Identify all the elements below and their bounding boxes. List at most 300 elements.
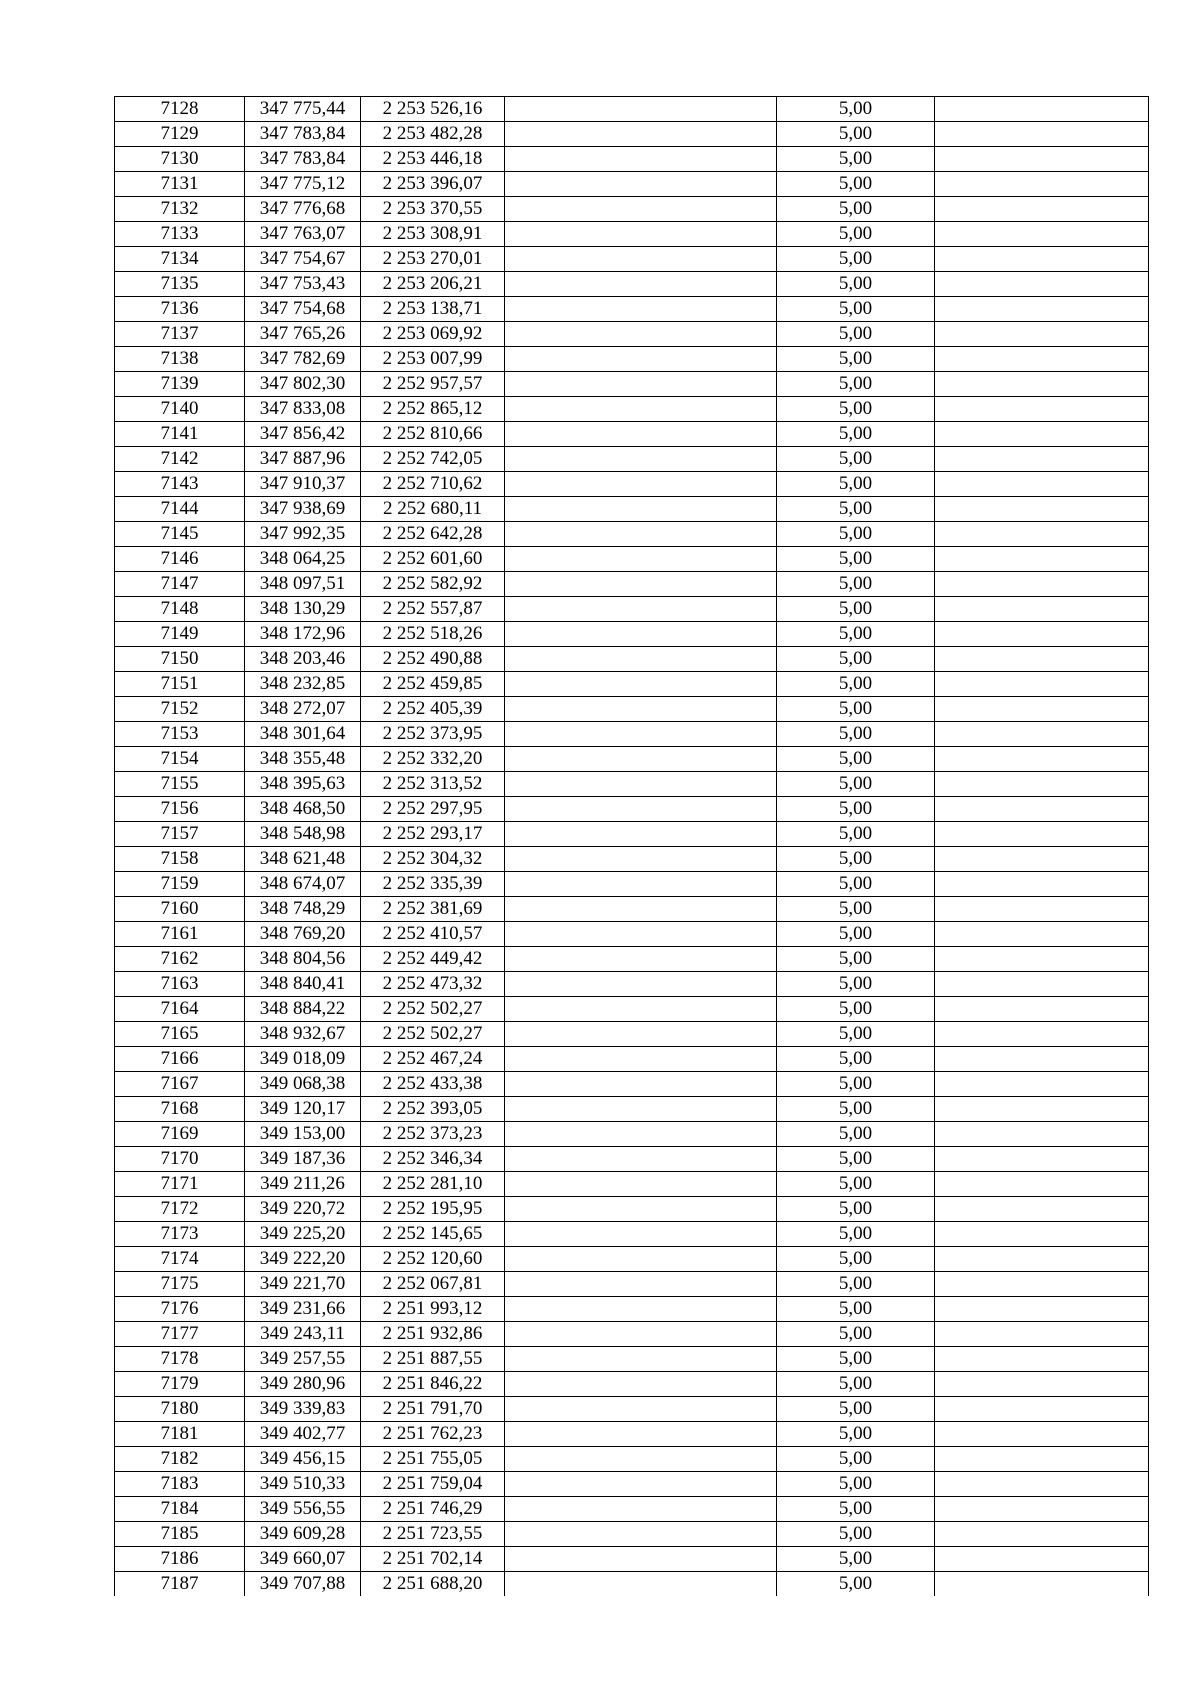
note-cell: [935, 1422, 1149, 1447]
value-cell: 5,00: [777, 1522, 935, 1547]
point-number-cell: 7153: [115, 722, 245, 747]
table-row: [115, 772, 1149, 797]
y-coordinate-cell: 2 252 145,65: [361, 1222, 505, 1247]
note-cell: [935, 1022, 1149, 1047]
y-coordinate-cell: 2 252 433,38: [361, 1072, 505, 1097]
value-cell: 5,00: [777, 1197, 935, 1222]
note-cell: [935, 372, 1149, 397]
point-number-cell: 7159: [115, 872, 245, 897]
y-coordinate-cell: 2 252 304,32: [361, 847, 505, 872]
y-coordinate-cell: 2 251 759,04: [361, 1472, 505, 1497]
table-row: [115, 1472, 1149, 1497]
empty-cell: [505, 472, 777, 497]
empty-cell: [505, 872, 777, 897]
table-row: [115, 1047, 1149, 1072]
y-coordinate-cell: 2 251 791,70: [361, 1397, 505, 1422]
value-cell: 5,00: [777, 772, 935, 797]
note-cell: [935, 1047, 1149, 1072]
y-coordinate-cell: 2 252 810,66: [361, 422, 505, 447]
point-number-cell: 7139: [115, 372, 245, 397]
value-cell: 5,00: [777, 147, 935, 172]
table-row: [115, 672, 1149, 697]
x-coordinate-cell: 349 707,88: [245, 1572, 361, 1597]
empty-cell: [505, 1297, 777, 1322]
table-row: [115, 422, 1149, 447]
table-row: [115, 647, 1149, 672]
note-cell: [935, 572, 1149, 597]
table-row: [115, 522, 1149, 547]
table-row: [115, 1347, 1149, 1372]
value-cell: 5,00: [777, 1322, 935, 1347]
x-coordinate-cell: 349 225,20: [245, 1222, 361, 1247]
value-cell: 5,00: [777, 1272, 935, 1297]
note-cell: [935, 1272, 1149, 1297]
empty-cell: [505, 547, 777, 572]
empty-cell: [505, 1472, 777, 1497]
point-number-cell: 7156: [115, 797, 245, 822]
value-cell: 5,00: [777, 422, 935, 447]
point-number-cell: 7184: [115, 1497, 245, 1522]
y-coordinate-cell: 2 252 490,88: [361, 647, 505, 672]
empty-cell: [505, 447, 777, 472]
table-row: [115, 497, 1149, 522]
value-cell: 5,00: [777, 472, 935, 497]
x-coordinate-cell: 348 748,29: [245, 897, 361, 922]
empty-cell: [505, 1522, 777, 1547]
y-coordinate-cell: 2 252 710,62: [361, 472, 505, 497]
x-coordinate-cell: 348 621,48: [245, 847, 361, 872]
coordinates-table: [114, 96, 1149, 1596]
value-cell: 5,00: [777, 697, 935, 722]
table-row: [115, 1447, 1149, 1472]
value-cell: 5,00: [777, 647, 935, 672]
y-coordinate-cell: 2 253 396,07: [361, 172, 505, 197]
empty-cell: [505, 1397, 777, 1422]
point-number-cell: 7186: [115, 1547, 245, 1572]
note-cell: [935, 447, 1149, 472]
y-coordinate-cell: 2 252 281,10: [361, 1172, 505, 1197]
empty-cell: [505, 947, 777, 972]
empty-cell: [505, 147, 777, 172]
note-cell: [935, 1172, 1149, 1197]
point-number-cell: 7142: [115, 447, 245, 472]
y-coordinate-cell: 2 252 680,11: [361, 497, 505, 522]
empty-cell: [505, 622, 777, 647]
y-coordinate-cell: 2 253 370,55: [361, 197, 505, 222]
y-coordinate-cell: 2 252 467,24: [361, 1047, 505, 1072]
y-coordinate-cell: 2 252 067,81: [361, 1272, 505, 1297]
point-number-cell: 7166: [115, 1047, 245, 1072]
table-row: [115, 347, 1149, 372]
value-cell: 5,00: [777, 747, 935, 772]
x-coordinate-cell: 347 782,69: [245, 347, 361, 372]
value-cell: 5,00: [777, 1547, 935, 1572]
table-row: [115, 1547, 1149, 1572]
x-coordinate-cell: 347 938,69: [245, 497, 361, 522]
point-number-cell: 7144: [115, 497, 245, 522]
x-coordinate-cell: 347 763,07: [245, 222, 361, 247]
point-number-cell: 7138: [115, 347, 245, 372]
note-cell: [935, 872, 1149, 897]
table-row: [115, 197, 1149, 222]
point-number-cell: 7176: [115, 1297, 245, 1322]
empty-cell: [505, 1372, 777, 1397]
empty-cell: [505, 747, 777, 772]
x-coordinate-cell: 348 272,07: [245, 697, 361, 722]
table-row: [115, 697, 1149, 722]
y-coordinate-cell: 2 252 473,32: [361, 972, 505, 997]
note-cell: [935, 622, 1149, 647]
x-coordinate-cell: 349 402,77: [245, 1422, 361, 1447]
value-cell: 5,00: [777, 547, 935, 572]
value-cell: 5,00: [777, 297, 935, 322]
x-coordinate-cell: 349 510,33: [245, 1472, 361, 1497]
table-row: [115, 97, 1149, 122]
point-number-cell: 7143: [115, 472, 245, 497]
x-coordinate-cell: 348 097,51: [245, 572, 361, 597]
x-coordinate-cell: 348 064,25: [245, 547, 361, 572]
y-coordinate-cell: 2 252 297,95: [361, 797, 505, 822]
y-coordinate-cell: 2 252 332,20: [361, 747, 505, 772]
point-number-cell: 7174: [115, 1247, 245, 1272]
table-row: [115, 172, 1149, 197]
y-coordinate-cell: 2 251 932,86: [361, 1322, 505, 1347]
empty-cell: [505, 1322, 777, 1347]
y-coordinate-cell: 2 252 335,39: [361, 872, 505, 897]
note-cell: [935, 922, 1149, 947]
table-row: [115, 797, 1149, 822]
table-row: [115, 1097, 1149, 1122]
note-cell: [935, 647, 1149, 672]
value-cell: 5,00: [777, 822, 935, 847]
x-coordinate-cell: 347 783,84: [245, 147, 361, 172]
x-coordinate-cell: 348 932,67: [245, 1022, 361, 1047]
table-row: [115, 1372, 1149, 1397]
y-coordinate-cell: 2 252 742,05: [361, 447, 505, 472]
y-coordinate-cell: 2 252 410,57: [361, 922, 505, 947]
point-number-cell: 7173: [115, 1222, 245, 1247]
value-cell: 5,00: [777, 1222, 935, 1247]
point-number-cell: 7152: [115, 697, 245, 722]
value-cell: 5,00: [777, 1072, 935, 1097]
x-coordinate-cell: 349 243,11: [245, 1322, 361, 1347]
empty-cell: [505, 1197, 777, 1222]
y-coordinate-cell: 2 252 557,87: [361, 597, 505, 622]
empty-cell: [505, 122, 777, 147]
x-coordinate-cell: 349 153,00: [245, 1122, 361, 1147]
point-number-cell: 7136: [115, 297, 245, 322]
note-cell: [935, 472, 1149, 497]
y-coordinate-cell: 2 253 138,71: [361, 297, 505, 322]
value-cell: 5,00: [777, 1097, 935, 1122]
y-coordinate-cell: 2 253 007,99: [361, 347, 505, 372]
y-coordinate-cell: 2 252 642,28: [361, 522, 505, 547]
table-row: [115, 572, 1149, 597]
note-cell: [935, 1372, 1149, 1397]
empty-cell: [505, 1072, 777, 1097]
note-cell: [935, 1147, 1149, 1172]
value-cell: 5,00: [777, 97, 935, 122]
x-coordinate-cell: 348 355,48: [245, 747, 361, 772]
table-row: [115, 1297, 1149, 1322]
x-coordinate-cell: 348 301,64: [245, 722, 361, 747]
table-row: [115, 897, 1149, 922]
value-cell: 5,00: [777, 872, 935, 897]
empty-cell: [505, 597, 777, 622]
value-cell: 5,00: [777, 522, 935, 547]
table-row: [115, 297, 1149, 322]
note-cell: [935, 297, 1149, 322]
x-coordinate-cell: 349 280,96: [245, 1372, 361, 1397]
x-coordinate-cell: 347 775,44: [245, 97, 361, 122]
value-cell: 5,00: [777, 222, 935, 247]
point-number-cell: 7182: [115, 1447, 245, 1472]
empty-cell: [505, 197, 777, 222]
value-cell: 5,00: [777, 372, 935, 397]
value-cell: 5,00: [777, 1572, 935, 1597]
value-cell: 5,00: [777, 1247, 935, 1272]
value-cell: 5,00: [777, 722, 935, 747]
x-coordinate-cell: 349 211,26: [245, 1172, 361, 1197]
note-cell: [935, 347, 1149, 372]
empty-cell: [505, 1447, 777, 1472]
x-coordinate-cell: 347 776,68: [245, 197, 361, 222]
table-body: [115, 97, 1149, 1597]
point-number-cell: 7149: [115, 622, 245, 647]
x-coordinate-cell: 349 120,17: [245, 1097, 361, 1122]
empty-cell: [505, 1422, 777, 1447]
note-cell: [935, 997, 1149, 1022]
y-coordinate-cell: 2 251 993,12: [361, 1297, 505, 1322]
y-coordinate-cell: 2 252 346,34: [361, 1147, 505, 1172]
table-row: [115, 722, 1149, 747]
x-coordinate-cell: 348 804,56: [245, 947, 361, 972]
point-number-cell: 7145: [115, 522, 245, 547]
point-number-cell: 7168: [115, 1097, 245, 1122]
table-row: [115, 447, 1149, 472]
note-cell: [935, 147, 1149, 172]
note-cell: [935, 1522, 1149, 1547]
note-cell: [935, 1197, 1149, 1222]
note-cell: [935, 322, 1149, 347]
point-number-cell: 7164: [115, 997, 245, 1022]
empty-cell: [505, 847, 777, 872]
note-cell: [935, 697, 1149, 722]
point-number-cell: 7161: [115, 922, 245, 947]
value-cell: 5,00: [777, 1447, 935, 1472]
y-coordinate-cell: 2 252 373,95: [361, 722, 505, 747]
value-cell: 5,00: [777, 272, 935, 297]
note-cell: [935, 1122, 1149, 1147]
value-cell: 5,00: [777, 1397, 935, 1422]
value-cell: 5,00: [777, 397, 935, 422]
note-cell: [935, 422, 1149, 447]
empty-cell: [505, 972, 777, 997]
point-number-cell: 7160: [115, 897, 245, 922]
note-cell: [935, 847, 1149, 872]
y-coordinate-cell: 2 252 393,05: [361, 1097, 505, 1122]
x-coordinate-cell: 348 674,07: [245, 872, 361, 897]
empty-cell: [505, 1272, 777, 1297]
y-coordinate-cell: 2 251 846,22: [361, 1372, 505, 1397]
empty-cell: [505, 772, 777, 797]
y-coordinate-cell: 2 253 069,92: [361, 322, 505, 347]
table-row: [115, 547, 1149, 572]
value-cell: 5,00: [777, 1497, 935, 1522]
y-coordinate-cell: 2 252 405,39: [361, 697, 505, 722]
empty-cell: [505, 1347, 777, 1372]
table-row: [115, 147, 1149, 172]
table-row: [115, 1122, 1149, 1147]
y-coordinate-cell: 2 253 308,91: [361, 222, 505, 247]
empty-cell: [505, 647, 777, 672]
table-row: [115, 122, 1149, 147]
note-cell: [935, 497, 1149, 522]
point-number-cell: 7162: [115, 947, 245, 972]
x-coordinate-cell: 349 221,70: [245, 1272, 361, 1297]
y-coordinate-cell: 2 251 746,29: [361, 1497, 505, 1522]
note-cell: [935, 1072, 1149, 1097]
note-cell: [935, 247, 1149, 272]
y-coordinate-cell: 2 251 688,20: [361, 1572, 505, 1597]
y-coordinate-cell: 2 252 293,17: [361, 822, 505, 847]
x-coordinate-cell: 347 910,37: [245, 472, 361, 497]
table-row: [115, 922, 1149, 947]
value-cell: 5,00: [777, 347, 935, 372]
x-coordinate-cell: 349 609,28: [245, 1522, 361, 1547]
empty-cell: [505, 97, 777, 122]
y-coordinate-cell: 2 252 865,12: [361, 397, 505, 422]
value-cell: 5,00: [777, 1022, 935, 1047]
table-row: [115, 1197, 1149, 1222]
point-number-cell: 7134: [115, 247, 245, 272]
x-coordinate-cell: 348 548,98: [245, 822, 361, 847]
note-cell: [935, 1247, 1149, 1272]
note-cell: [935, 722, 1149, 747]
value-cell: 5,00: [777, 1347, 935, 1372]
point-number-cell: 7140: [115, 397, 245, 422]
table-row: [115, 1397, 1149, 1422]
x-coordinate-cell: 349 231,66: [245, 1297, 361, 1322]
empty-cell: [505, 697, 777, 722]
empty-cell: [505, 572, 777, 597]
table-row: [115, 1172, 1149, 1197]
point-number-cell: 7165: [115, 1022, 245, 1047]
x-coordinate-cell: 348 172,96: [245, 622, 361, 647]
empty-cell: [505, 247, 777, 272]
table-row: [115, 622, 1149, 647]
y-coordinate-cell: 2 253 482,28: [361, 122, 505, 147]
point-number-cell: 7179: [115, 1372, 245, 1397]
point-number-cell: 7146: [115, 547, 245, 572]
value-cell: 5,00: [777, 847, 935, 872]
y-coordinate-cell: 2 251 762,23: [361, 1422, 505, 1447]
x-coordinate-cell: 349 339,83: [245, 1397, 361, 1422]
note-cell: [935, 1097, 1149, 1122]
empty-cell: [505, 1172, 777, 1197]
y-coordinate-cell: 2 252 195,95: [361, 1197, 505, 1222]
x-coordinate-cell: 348 130,29: [245, 597, 361, 622]
empty-cell: [505, 1022, 777, 1047]
y-coordinate-cell: 2 253 270,01: [361, 247, 505, 272]
x-coordinate-cell: 347 833,08: [245, 397, 361, 422]
y-coordinate-cell: 2 253 526,16: [361, 97, 505, 122]
table-row: [115, 372, 1149, 397]
empty-cell: [505, 797, 777, 822]
empty-cell: [505, 922, 777, 947]
note-cell: [935, 797, 1149, 822]
table-row: [115, 1222, 1149, 1247]
note-cell: [935, 1322, 1149, 1347]
y-coordinate-cell: 2 252 120,60: [361, 1247, 505, 1272]
x-coordinate-cell: 348 840,41: [245, 972, 361, 997]
value-cell: 5,00: [777, 447, 935, 472]
x-coordinate-cell: 347 856,42: [245, 422, 361, 447]
note-cell: [935, 597, 1149, 622]
x-coordinate-cell: 349 187,36: [245, 1147, 361, 1172]
x-coordinate-cell: 348 769,20: [245, 922, 361, 947]
note-cell: [935, 1397, 1149, 1422]
point-number-cell: 7180: [115, 1397, 245, 1422]
value-cell: 5,00: [777, 122, 935, 147]
point-number-cell: 7137: [115, 322, 245, 347]
point-number-cell: 7130: [115, 147, 245, 172]
value-cell: 5,00: [777, 947, 935, 972]
value-cell: 5,00: [777, 622, 935, 647]
note-cell: [935, 1472, 1149, 1497]
note-cell: [935, 1547, 1149, 1572]
empty-cell: [505, 1147, 777, 1172]
empty-cell: [505, 272, 777, 297]
point-number-cell: 7147: [115, 572, 245, 597]
note-cell: [935, 1447, 1149, 1472]
table-row: [115, 472, 1149, 497]
value-cell: 5,00: [777, 1122, 935, 1147]
x-coordinate-cell: 349 257,55: [245, 1347, 361, 1372]
table-row: [115, 997, 1149, 1022]
x-coordinate-cell: 348 232,85: [245, 672, 361, 697]
value-cell: 5,00: [777, 1422, 935, 1447]
value-cell: 5,00: [777, 1297, 935, 1322]
empty-cell: [505, 1097, 777, 1122]
note-cell: [935, 1572, 1149, 1597]
point-number-cell: 7133: [115, 222, 245, 247]
x-coordinate-cell: 347 775,12: [245, 172, 361, 197]
empty-cell: [505, 347, 777, 372]
y-coordinate-cell: 2 252 582,92: [361, 572, 505, 597]
note-cell: [935, 522, 1149, 547]
table-row: [115, 1522, 1149, 1547]
point-number-cell: 7183: [115, 1472, 245, 1497]
y-coordinate-cell: 2 252 502,27: [361, 997, 505, 1022]
y-coordinate-cell: 2 252 459,85: [361, 672, 505, 697]
x-coordinate-cell: 347 802,30: [245, 372, 361, 397]
note-cell: [935, 972, 1149, 997]
empty-cell: [505, 522, 777, 547]
x-coordinate-cell: 349 660,07: [245, 1547, 361, 1572]
note-cell: [935, 397, 1149, 422]
table-row: [115, 972, 1149, 997]
value-cell: 5,00: [777, 997, 935, 1022]
x-coordinate-cell: 348 395,63: [245, 772, 361, 797]
x-coordinate-cell: 347 765,26: [245, 322, 361, 347]
note-cell: [935, 772, 1149, 797]
point-number-cell: 7163: [115, 972, 245, 997]
point-number-cell: 7185: [115, 1522, 245, 1547]
table-row: [115, 1422, 1149, 1447]
y-coordinate-cell: 2 251 887,55: [361, 1347, 505, 1372]
table-row: [115, 322, 1149, 347]
